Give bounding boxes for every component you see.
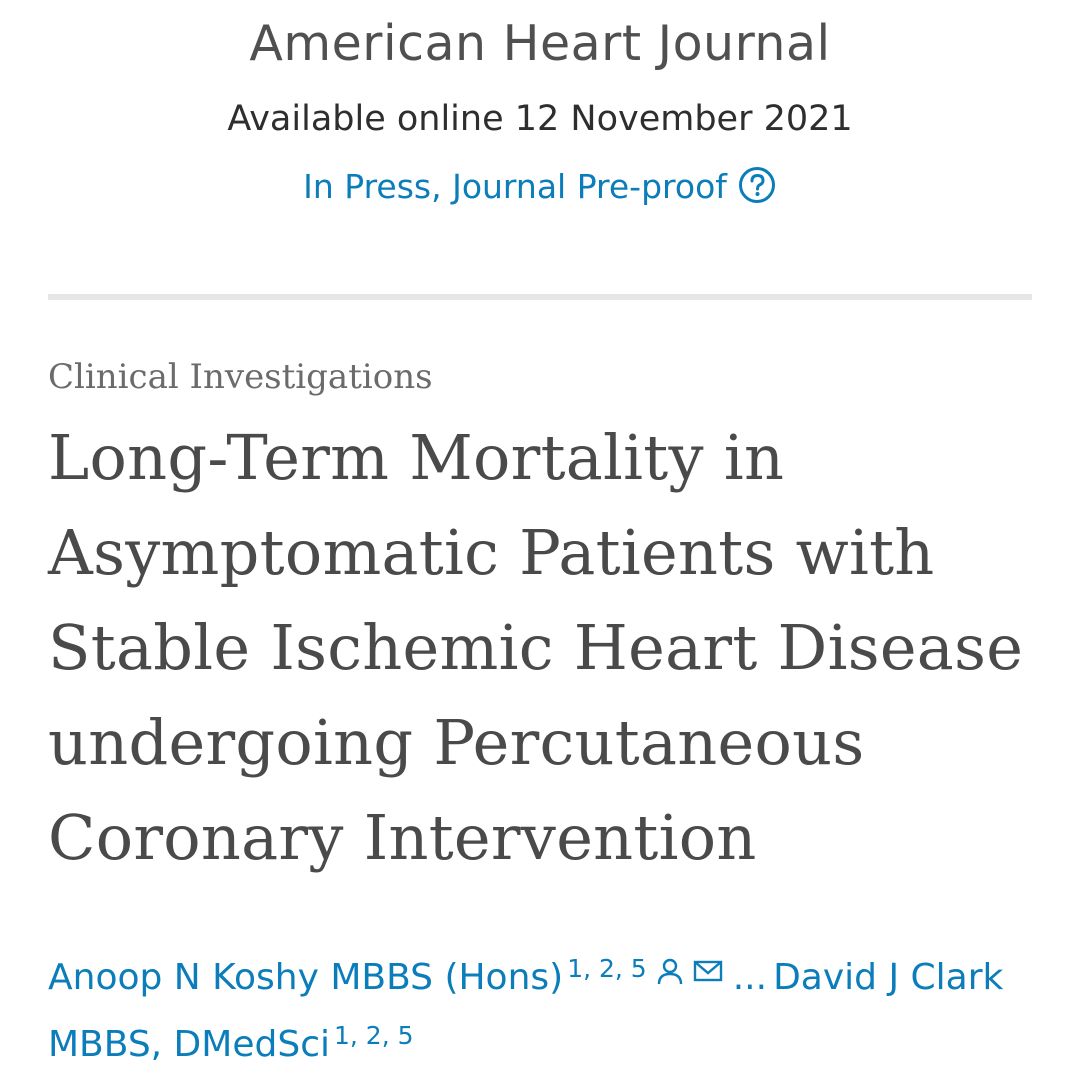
journal-pre-proof-link[interactable]: In Press, Journal Pre-proof (303, 167, 727, 206)
title-line: Long-Term Mortality in (48, 421, 785, 494)
title-line: Stable Ischemic Heart Disease (48, 611, 1024, 684)
article-type-label: Clinical Investigations (48, 357, 433, 397)
journal-title[interactable]: American Heart Journal (249, 15, 831, 72)
title-line: Coronary Intervention (48, 801, 757, 874)
title-line: undergoing Percutaneous (48, 706, 865, 779)
author-last[interactable]: David J Clark MBBS, DMedSci (48, 957, 1004, 1065)
article-title (48, 410, 1048, 885)
author-list (48, 940, 1038, 1074)
title-line: Asymptomatic Patients with (48, 516, 935, 589)
author-last-affiliations[interactable]: 1, 2, 5 (334, 1021, 414, 1050)
header-divider (48, 294, 1032, 300)
envelope-icon[interactable] (693, 957, 723, 985)
available-online-date: Available online 12 November 2021 (227, 99, 853, 139)
question-circle-icon[interactable] (737, 165, 777, 205)
more-authors-ellipsis[interactable]: ... (732, 957, 768, 998)
person-icon[interactable] (655, 957, 685, 985)
author-first[interactable]: Anoop N Koshy MBBS (Hons) (48, 957, 564, 998)
author-first-affiliations[interactable]: 1, 2, 5 (567, 954, 647, 983)
publication-status (0, 165, 1080, 209)
